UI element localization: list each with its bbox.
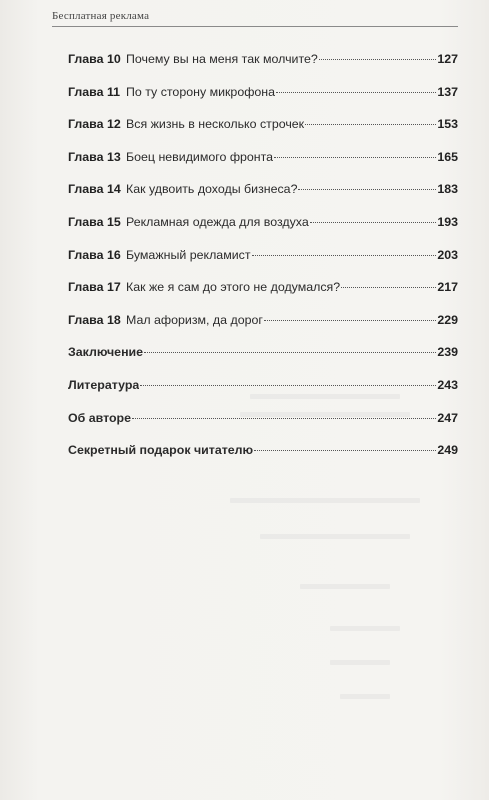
toc-page-number: 249	[437, 443, 458, 458]
toc-leader-dots	[144, 352, 436, 353]
toc-entry	[68, 117, 458, 150]
toc-leader-dots	[319, 59, 437, 60]
toc-chapter-title: По ту сторону микрофона	[126, 84, 276, 99]
toc-page-number: 229	[437, 312, 458, 327]
toc-chapter-title: Рекламная одежда для воздуха	[126, 214, 309, 229]
toc-section-title: Секретный подарок читателю	[68, 443, 254, 458]
bleed-through-mark	[330, 660, 390, 665]
toc-chapter-title: Мал афоризм, да дорог	[126, 312, 263, 327]
toc-section-title: Об авторе	[68, 410, 132, 425]
bleed-through-mark	[230, 498, 420, 503]
toc-chapter-number: Глава 17	[68, 280, 121, 295]
toc-entry	[68, 345, 458, 378]
toc-page-number: 239	[437, 345, 458, 360]
toc-chapter-number: Глава 12	[68, 117, 121, 132]
toc-chapter-title: Бумажный рекламист	[126, 247, 251, 262]
table-of-contents	[68, 52, 458, 476]
toc-leader-dots	[140, 385, 436, 386]
toc-page-number: 127	[437, 52, 458, 66]
toc-chapter-title: Почему вы на меня так молчите?	[126, 52, 318, 66]
toc-chapter-number: Глава 11	[68, 84, 121, 99]
toc-chapter-title: Вся жизнь в несколько строчек	[126, 117, 305, 132]
toc-entry	[68, 280, 458, 313]
bleed-through-mark	[330, 626, 400, 631]
toc-entry	[68, 85, 458, 118]
toc-chapter-number: Глава 14	[68, 182, 121, 197]
bleed-through-mark	[260, 534, 410, 539]
toc-chapter-number: Глава 10	[68, 52, 121, 66]
toc-page-number: 203	[437, 247, 458, 262]
toc-section-title: Заключение	[68, 345, 144, 360]
toc-entry	[68, 182, 458, 215]
toc-leader-dots	[274, 157, 436, 158]
toc-entry	[68, 443, 458, 476]
toc-leader-dots	[341, 287, 436, 288]
toc-chapter-title: Как же я сам до этого не додумался?	[126, 280, 341, 295]
toc-leader-dots	[298, 189, 436, 190]
header-rule	[52, 26, 458, 27]
toc-chapter-title: Как удвоить доходы бизнеса?	[126, 182, 298, 197]
bleed-through-mark	[340, 694, 390, 699]
toc-entry	[68, 411, 458, 444]
bleed-through-mark	[300, 584, 390, 589]
toc-leader-dots	[252, 255, 437, 256]
toc-page-number: 165	[437, 149, 458, 164]
toc-page-number: 193	[437, 214, 458, 229]
toc-leader-dots	[305, 124, 436, 125]
toc-chapter-number: Глава 18	[68, 312, 121, 327]
toc-page-number: 137	[437, 84, 458, 99]
toc-chapter-number: Глава 15	[68, 214, 121, 229]
running-head: Бесплатная реклама	[52, 10, 150, 22]
toc-entry	[68, 215, 458, 248]
toc-page-number: 183	[437, 182, 458, 197]
toc-chapter-number: Глава 16	[68, 247, 121, 262]
toc-leader-dots	[254, 450, 436, 451]
toc-page-number: 153	[437, 117, 458, 132]
toc-section-title: Литература	[68, 377, 140, 392]
toc-entry	[68, 248, 458, 281]
toc-entry	[68, 52, 458, 85]
toc-chapter-title: Боец невидимого фронта	[126, 149, 274, 164]
toc-entry	[68, 313, 458, 346]
toc-page-number: 247	[437, 410, 458, 425]
toc-leader-dots	[276, 92, 436, 93]
toc-leader-dots	[310, 222, 437, 223]
toc-entry	[68, 378, 458, 411]
toc-leader-dots	[264, 320, 436, 321]
toc-page-number: 217	[437, 280, 458, 295]
toc-page-number: 243	[437, 377, 458, 392]
toc-chapter-number: Глава 13	[68, 149, 121, 164]
toc-entry	[68, 150, 458, 183]
toc-leader-dots	[132, 418, 436, 419]
